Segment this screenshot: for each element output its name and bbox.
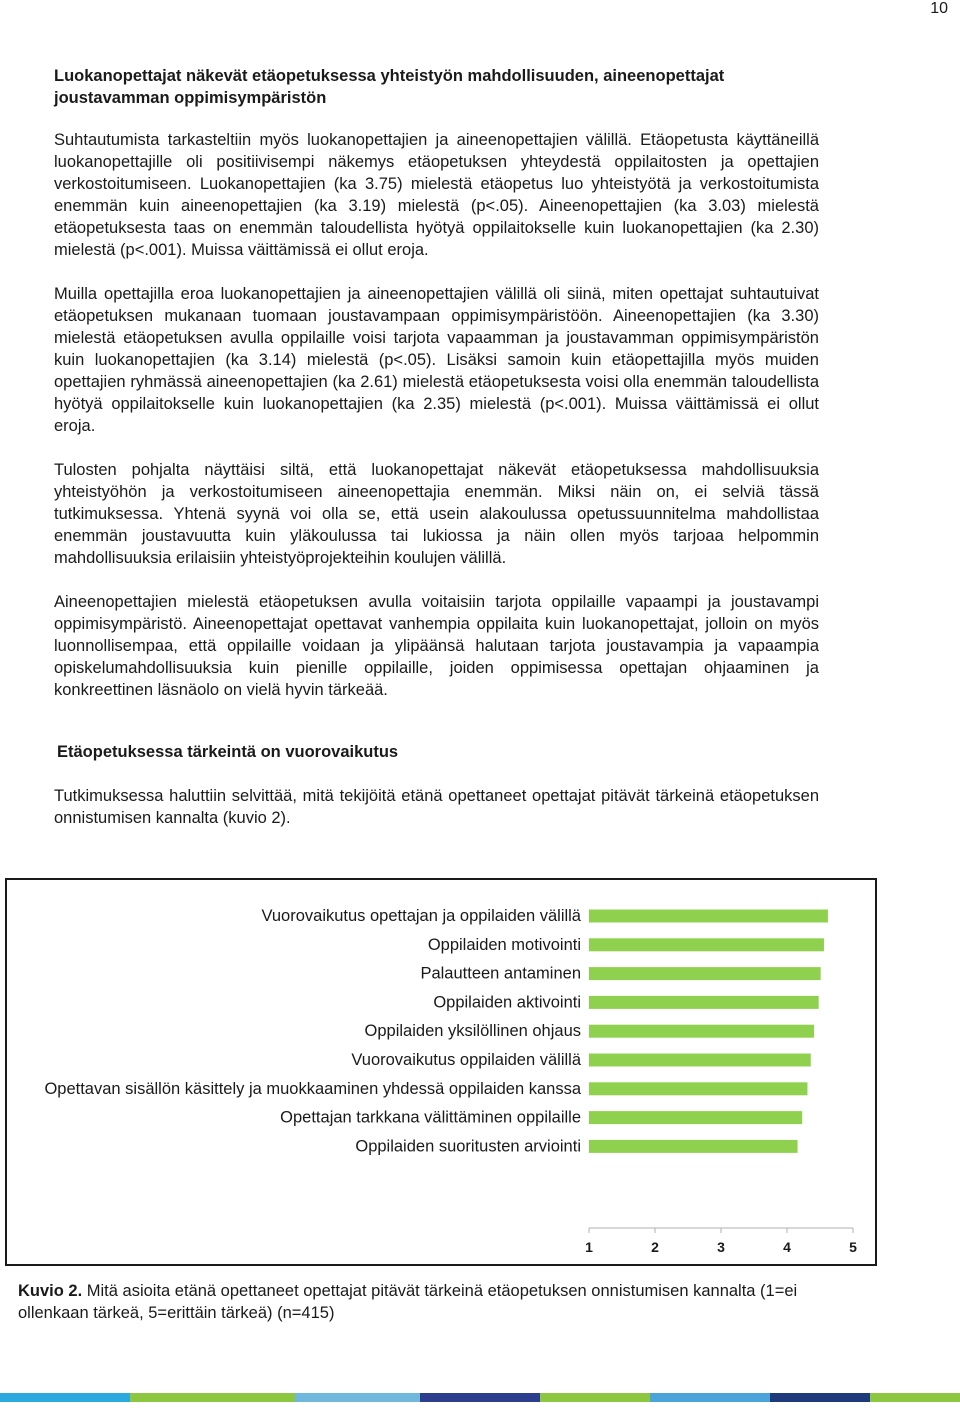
footer-color-bar [0,1393,960,1402]
bar [589,1140,798,1153]
footer-stripe [870,1393,960,1402]
category-label: Palautteen antaminen [420,964,581,983]
category-label: Oppilaiden motivointi [427,935,581,954]
paragraph: Tutkimuksessa haluttiin selvittää, mitä tekijöitä etänä opettaneet opettajat pitävät tärkeinä etäopetuksen onnistumisen kannalta (kuvio 2). [54,787,819,827]
paragraph: Muilla opettajilla eroa luokanopettajien ja aineenopettajien välillä oli siinä, miten opettajat suhtautuivat etäopetuksen mukanaan tuomaan joustavampaan oppimisympäristöön. Aineenopettajien (ka 3.30) mielestä etäopetuksen avulla oppilaille voisi tarjota vapaamman ja joustavamman oppimisympäristön kuin luokanopettajien (ka 3.14) mielestä (p<.05). Lisäksi samoin kuin etäopettajilla myös muiden opettajien ryhmässä aineenopettajien (ka 2.61) mielestä etäopetuksesta voisi olla enemmän taloudellista hyötyä oppilaitokselle kuin luokanopettajien (ka 2.35) mielestä (p<.001). Muissa väittämissä ei ollut eroja. [54,285,819,435]
x-tick-label: 4 [783,1239,791,1255]
bar [589,967,821,980]
footer-stripe [130,1393,295,1402]
caption-label: Kuvio 2. [18,1282,83,1300]
footer-stripe [770,1393,870,1402]
category-label: Vuorovaikutus oppilaiden välillä [351,1051,581,1069]
footer-stripe [295,1393,420,1402]
bar [589,1054,811,1067]
x-tick-label: 5 [849,1239,857,1255]
x-tick-label: 3 [717,1239,725,1255]
footer-stripe [650,1393,770,1402]
category-label: Oppilaiden aktivointi [433,993,581,1012]
figure-chart [5,878,877,1266]
bar-chart [7,880,875,1264]
paragraph: Aineenopettajien mielestä etäopetuksen avulla voitaisiin tarjota oppilaille vapaampi ja joustavampi oppimisympäristö. Aineenopettajat opettavat vanhempia oppilaita kuin luokanopettajat, jolloin on myös luonnollisempaa, että oppilaille voidaan ja ylipäänsä halutaan tarjota joustavampia ja vapaampia opiskelumahdollisuuksia kuin pienille oppilaille, joiden oppimisessa opettajan ohjaaminen ja konkreettinen läsnäolo on vielä hyvin tärkeää. [54,593,819,699]
x-tick-label: 1 [585,1239,593,1255]
bar [589,1082,807,1095]
section-heading: Luokanopettajat näkevät etäopetuksessa yhteistyön mahdollisuuden, aineenopettajat joustavamman oppimisympäristön [54,67,725,107]
category-label: Opettajan tarkkana välittäminen oppilaille [280,1108,581,1127]
bar [589,1111,802,1124]
paragraph: Tulosten pohjalta näyttäisi siltä, että luokanopettajat näkevät etäopetuksessa mahdollisuuksia yhteistyöhön ja verkostoitumiseen aineenopettajia enemmän. Miksi näin on, ei selviä tässä tutkimuksessa. Yhtenä syynä voi olla se, että usein alakoulussa opetussuunnitelma mahdollistaa enemmän joustavuutta kuin yläkoulussa tai lukiossa ja näin ollen myös tarjoaa helpommin mahdollisuuksia erilaisiin yhteistyöprojekteihin koulujen välillä. [54,461,819,567]
footer-stripe [0,1393,130,1402]
figure-caption [18,1280,838,1324]
category-label: Oppilaiden suoritusten arviointi [355,1137,581,1156]
bar [589,996,819,1009]
x-tick-label: 2 [651,1239,659,1255]
caption-text: Mitä asioita etänä opettaneet opettajat pitävät tärkeinä etäopetuksen onnistumisen kannalta (1=ei ollenkaan tärkeä, 5=erittäin tärkeä) (n=415) [18,1282,798,1322]
page-number: 10 [930,0,948,17]
footer-stripe [420,1393,540,1402]
document-body [54,65,819,829]
footer-stripe [540,1393,650,1402]
bar [589,1025,814,1038]
section-heading: Etäopetuksessa tärkeintä on vuorovaikutus [57,743,399,761]
category-label: Oppilaiden yksilöllinen ohjaus [364,1022,581,1041]
category-label: Opettavan sisällön käsittely ja muokkaaminen yhdessä oppilaiden kanssa [44,1079,581,1098]
category-label: Vuorovaikutus opettajan ja oppilaiden välillä [261,907,581,925]
paragraph: Suhtautumista tarkasteltiin myös luokanopettajien ja aineenopettajien välillä. Etäopetusta käyttäneillä luokanopettajille oli positiivisempi näkemys etäopetuksen yhteydestä oppilaitosten ja opettajien verkostoitumiseen. Luokanopettajien (ka 3.75) mielestä etäopetus luo yhteistyötä ja verkostoitumista enemmän kuin aineenopettajien (ka 3.19) mielestä (p<.05). Aineenopettajien (ka 3.03) mielestä etäopetuksesta taas on enemmän taloudellista hyötyä oppilaitokselle kuin luokanopettajien (ka 2.30) mielestä (p<.001). Muissa väittämissä ei ollut eroja. [54,131,819,259]
bar [589,938,824,951]
bar [589,910,828,923]
